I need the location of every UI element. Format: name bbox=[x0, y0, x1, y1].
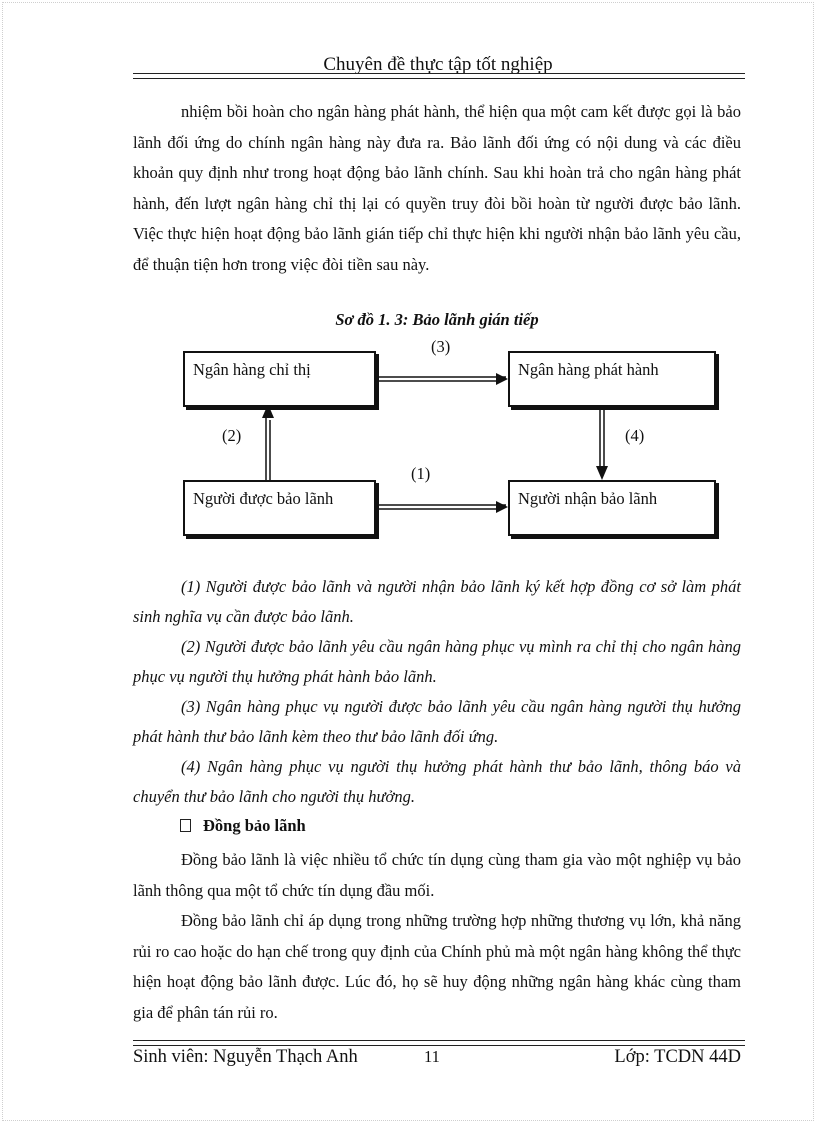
note-4: (4) Ngân hàng phục vụ người thụ hưởng phát hành thư bảo lãnh, thông báo và chuyển thư bảo lãnh cho người thụ hưởng. bbox=[133, 757, 741, 806]
arrow-4 bbox=[596, 404, 608, 480]
section-body bbox=[133, 845, 741, 1028]
edge-label-1: (1) bbox=[411, 464, 431, 483]
bullet-square-icon bbox=[180, 819, 191, 832]
edge-label-3: (3) bbox=[431, 337, 451, 356]
footer-student: Sinh viên: Nguyễn Thạch Anh bbox=[133, 1047, 358, 1067]
diagram-notes bbox=[133, 572, 741, 812]
arrow-3 bbox=[378, 373, 508, 385]
arrow-1 bbox=[378, 501, 508, 513]
footer-page-number: 11 bbox=[424, 1047, 440, 1066]
intro-paragraph: nhiệm bồi hoàn cho ngân hàng phát hành, thể hiện qua một cam kết được gọi là bảo lãnh đối ứng do chính ngân hàng này đưa ra. Bảo lãnh đối ứng có nội dung và các điều khoản quy định như trong hoạt động bảo lãnh chính. Sau khi hoàn trả cho ngân hàng phát hành, đến lượt ngân hàng chỉ thị lại có quyền truy đòi bồi hoàn từ người được bảo lãnh. Việc thực hiện hoạt động bảo lãnh gián tiếp chỉ thực hiện khi người nhận bảo lãnh yêu cầu, để thuận tiện hơn trong việc đòi tiền sau này. bbox=[133, 102, 741, 274]
note-2: (2) Người được bảo lãnh yêu cầu ngân hàng phục vụ mình ra chỉ thị cho ngân hàng phục vụ người thụ hưởng phát hành bảo lãnh. bbox=[133, 637, 741, 686]
note-1: (1) Người được bảo lãnh và người nhận bảo lãnh ký kết hợp đồng cơ sở làm phát sinh nghĩa vụ cần được bảo lãnh. bbox=[133, 577, 741, 626]
section-paragraph-2: Đồng bảo lãnh chỉ áp dụng trong những trường hợp những thương vụ lớn, khả năng rủi ro cao hoặc do hạn chế trong quy định của Chính phủ mà một ngân hàng không thể thực hiện hoạt động bảo lãnh được. Lúc đó, họ sẽ huy động những ngân hàng khác cùng tham gia để phân tán rủi ro. bbox=[133, 911, 741, 1022]
box-guaranteed-party: Người được bảo lãnh bbox=[183, 480, 376, 536]
page-header-title: Chuyên đề thực tập tốt nghiệp bbox=[323, 54, 553, 75]
box-beneficiary: Người nhận bảo lãnh bbox=[508, 480, 716, 536]
edge-label-4: (4) bbox=[625, 426, 645, 445]
arrow-2 bbox=[262, 404, 274, 480]
diagram-title: Sơ đồ 1. 3: Bảo lãnh gián tiếp bbox=[335, 310, 539, 329]
edge-label-2: (2) bbox=[222, 426, 242, 445]
section-heading bbox=[180, 816, 306, 836]
footer-class: Lớp: TCDN 44D bbox=[614, 1047, 741, 1067]
section-heading-text: Đồng bảo lãnh bbox=[203, 816, 306, 835]
section-paragraph-1: Đồng bảo lãnh là việc nhiều tổ chức tín dụng cùng tham gia vào một nghiệp vụ bảo lãnh thông qua một tổ chức tín dụng đầu mối. bbox=[133, 850, 741, 900]
box-issuing-bank: Ngân hàng phát hành bbox=[508, 351, 716, 407]
footer-rule bbox=[133, 1040, 745, 1046]
note-3: (3) Ngân hàng phục vụ người được bảo lãnh yêu cầu ngân hàng người thụ hưởng phát hành thư bảo lãnh kèm theo thư bảo lãnh đối ứng. bbox=[133, 697, 741, 746]
box-instructing-bank: Ngân hàng chỉ thị bbox=[183, 351, 376, 407]
intro-block bbox=[133, 97, 741, 280]
header-rule bbox=[133, 73, 745, 79]
